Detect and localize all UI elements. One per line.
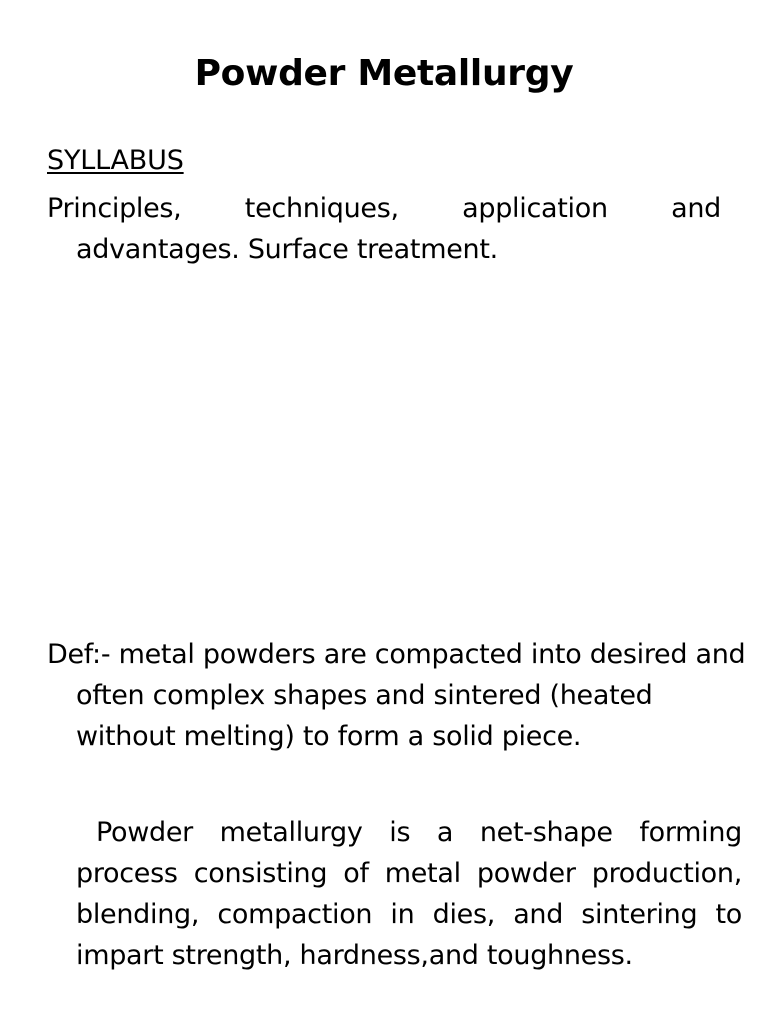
definition-paragraph: Def:- metal powders are compacted into desired and often complex shapes and sintered (heated without melting) to form a solid piece. xyxy=(47,639,746,752)
page-title: Powder Metallurgy xyxy=(194,53,574,94)
description-text: Powder metallurgy is a net-shape forming process consisting of metal powder production, blending, compaction in dies, and sintering to impart strength, hardness,and toughness. xyxy=(76,817,742,971)
syllabus-paragraph: Principles, techniques, application and advantages. Surface treatment. xyxy=(47,193,721,265)
syllabus-heading: SYLLABUS xyxy=(47,145,184,176)
description-paragraph xyxy=(47,812,742,976)
